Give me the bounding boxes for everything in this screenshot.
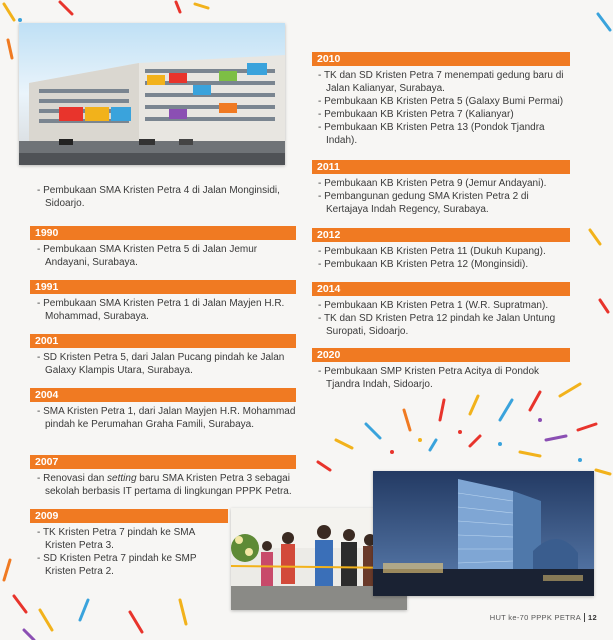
list-item: - SMA Kristen Petra 1, dari Jalan Mayjen H.R. Mohammad pindah ke Perumahan Graha Famili, Surabaya. [37,405,296,431]
list-item: - TK dan SD Kristen Petra 12 pindah ke Jalan Untung Suropati, Sidoarjo. [318,312,570,338]
list-item: - Pembukaan KB Kristen Petra 11 (Dukuh Kupang). [318,245,570,258]
list-item: - Pembukaan KB Kristen Petra 7 (Kalianyar) [318,108,570,121]
list-item: - Pembangunan gedung SMA Kristen Petra 2 di Kertajaya Indah Regency, Surabaya. [318,190,570,216]
year-2010-section [312,52,570,147]
year-label: 2010 [312,52,570,66]
list-item: - TK Kristen Petra 7 pindah ke SMA Kristen Petra 3. [37,526,228,552]
list-item: - Pembukaan KB Kristen Petra 13 (Pondok Tjandra Indah). [318,121,570,147]
year-1991-section [30,280,296,323]
year-label: 2007 [30,455,296,469]
tower-illustration [373,471,594,596]
list-item: - TK dan SD Kristen Petra 7 menempati gedung baru di Jalan Kalianyar, Surabaya. [318,69,570,95]
year-label: 1990 [30,226,296,240]
year-label: 2014 [312,282,570,296]
year-label: 2020 [312,348,570,362]
year-2011-section [312,160,570,216]
year-2004-section [30,388,296,431]
list-item: - Pembukaan KB Kristen Petra 9 (Jemur Andayani). [318,177,570,190]
italic-term: setting [107,473,137,484]
intro-entry [37,184,295,210]
year-2012-section [312,228,570,271]
year-label: 2004 [30,388,296,402]
year-label: 2001 [30,334,296,348]
list-item: - SD Kristen Petra 5, dari Jalan Pucang pindah ke Jalan Galaxy Klampis Utara, Surabaya. [37,351,296,377]
year-1990-section [30,226,296,269]
school-building-photo [19,23,285,165]
year-label: 2012 [312,228,570,242]
list-item: - Pembukaan KB Kristen Petra 1 (W.R. Supratman). [318,299,570,312]
footer-label: HUT ke-70 PPPK PETRA [489,613,582,622]
intro-item: - Pembukaan SMA Kristen Petra 4 di Jalan Monginsidi, Sidoarjo. [37,184,295,210]
list-item: - Pembukaan KB Kristen Petra 12 (Monginsidi). [318,258,570,271]
page-number: 12 [584,613,597,622]
building-illustration [19,23,285,165]
list-item [37,472,296,498]
list-item: - Pembukaan SMP Kristen Petra Acitya di Pondok Tjandra Indah, Sidoarjo. [318,365,570,391]
list-item: - Pembukaan KB Kristen Petra 5 (Galaxy Bumi Permai) [318,95,570,108]
year-2014-section [312,282,570,338]
year-label: 2009 [30,509,228,523]
year-2020-section [312,348,570,391]
year-label: 2011 [312,160,570,174]
year-2001-section [30,334,296,377]
text-part: baru SMA Kristen Petra 3 sebagai sekolah berbasis IT pertama di lingkungan PPPK Petra. [45,473,292,497]
list-item: - Pembukaan SMA Kristen Petra 5 di Jalan Jemur Andayani, Surabaya. [37,243,296,269]
list-item: - SD Kristen Petra 7 pindah ke SMP Kristen Petra 2. [37,552,228,578]
year-label: 1991 [30,280,296,294]
year-2007-section [30,455,296,498]
year-2009-section [30,509,228,578]
text-part: Renovasi dan [43,473,108,484]
new-building-render [373,471,594,596]
page-footer [490,613,597,622]
list-item: - Pembukaan SMA Kristen Petra 1 di Jalan Mayjen H.R. Mohammad, Surabaya. [37,297,296,323]
